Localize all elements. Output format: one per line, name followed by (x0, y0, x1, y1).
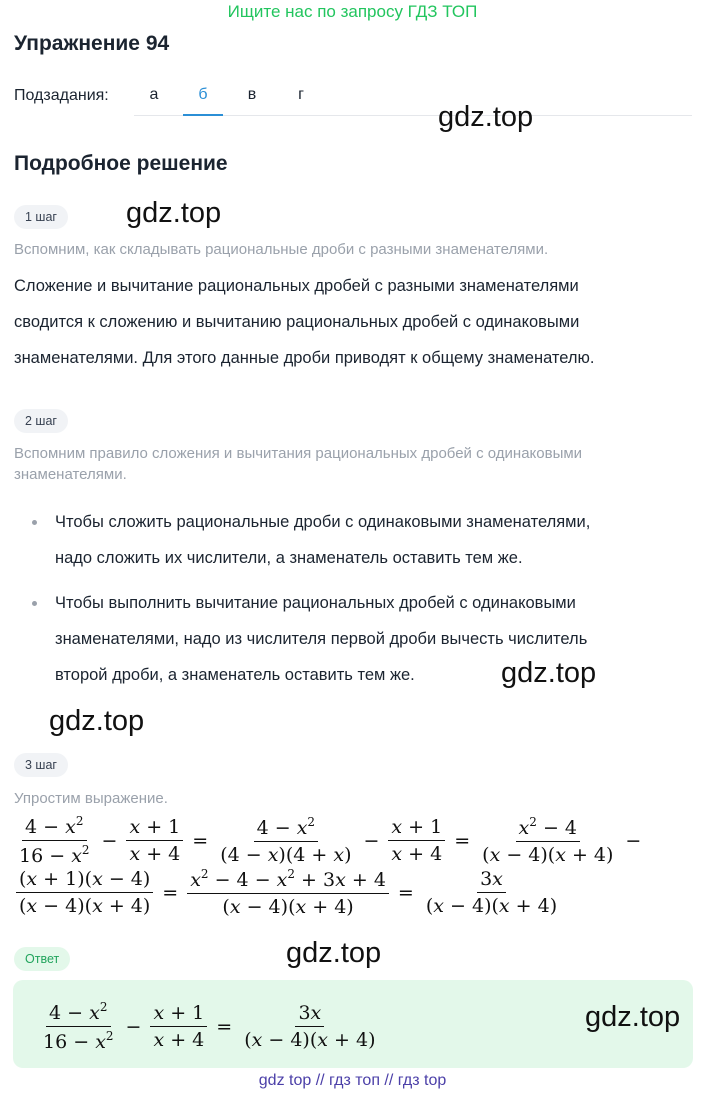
text-line: второй дроби, а знаменатель оставить тем же. (55, 666, 415, 684)
step-badge: 3 шаг (14, 753, 68, 777)
bullet-item (55, 504, 685, 576)
text-line: Сложение и вычитание рациональных дробей с разными знаменателями (14, 277, 579, 295)
hint-line: знаменателями. (14, 466, 127, 483)
subtasks-label: Подзадания: (14, 87, 109, 104)
watermark: gdz.top (49, 705, 145, 737)
step-hint: Упростим выражение. (14, 790, 168, 807)
text-line: знаменателями, надо из числителя первой дроби вычесть числитель (55, 630, 588, 648)
step-hint: Вспомним, как складывать рациональные дроби с разными знаменателями. (14, 241, 549, 258)
step-badge: 1 шаг (14, 205, 68, 229)
bullet-dot (32, 520, 37, 525)
tab-v[interactable]: в (247, 86, 257, 103)
search-hint-link[interactable]: Ищите нас по запросу ГДЗ ТОП (227, 2, 478, 21)
text-line: Чтобы выполнить вычитание рациональных дробей с одинаковыми (55, 594, 576, 612)
watermark: gdz.top (286, 937, 382, 969)
text-line: Чтобы сложить рациональные дроби с одинаковыми знаменателями, (55, 513, 591, 531)
text-line: знаменателями. Для этого данные дроби приводят к общему знаменателю. (14, 349, 595, 367)
tab-b[interactable]: б (183, 86, 223, 116)
bullet-dot (32, 601, 37, 606)
math-line-2: $\frac{(x + 1)(x - 4)}{(x - 4)(x + 4)}$ = $\frac{x^2 - 4 - x^2 + 3x + 4}{(x - 4)(x + 4)}$ = $\frac{3x}{(x - 4)(x + 4)}$ (14, 867, 562, 918)
watermark: gdz.top (126, 197, 222, 229)
hint-line: Вспомним правило сложения и вычитания рациональных дробей с одинаковыми (14, 445, 583, 462)
watermark: gdz.top (438, 101, 534, 133)
answer-badge: Ответ (14, 947, 70, 971)
text-line: надо сложить их числители, а знаменатель оставить тем же. (55, 549, 523, 567)
step-badge: 2 шаг (14, 409, 68, 433)
page-title: Упражнение 94 (14, 32, 170, 55)
watermark: gdz.top (585, 1001, 681, 1033)
subtasks-tabs (134, 80, 692, 116)
section-title: Подробное решение (14, 152, 228, 175)
step-text (14, 268, 684, 376)
math-line-1: $\frac{4 - x^2}{16 - x^2}$ − $\frac{x + 1}{x + 4}$ = $\frac{4 - x^2}{(4 - x)(4 + x)}$ − $\frac{x + 1}{x + 4}$ = $\frac{x^2 - 4}{(x - 4)(x + 4)}$ − (19, 814, 642, 867)
watermark: gdz.top (501, 657, 597, 689)
tab-g[interactable]: г (298, 86, 304, 103)
footer-links[interactable]: gdz top // гдз топ // гдз top (258, 1072, 447, 1089)
tab-a[interactable]: а (149, 86, 159, 103)
step-hint (14, 443, 582, 485)
text-line: сводится к сложению и вычитанию рациональных дробей с одинаковыми (14, 313, 580, 331)
answer-math: $\frac{4 - x^2}{16 - x^2}$ − $\frac{x + 1}{x + 4}$ = $\frac{3x}{(x - 4)(x + 4)}$ (43, 1000, 376, 1053)
